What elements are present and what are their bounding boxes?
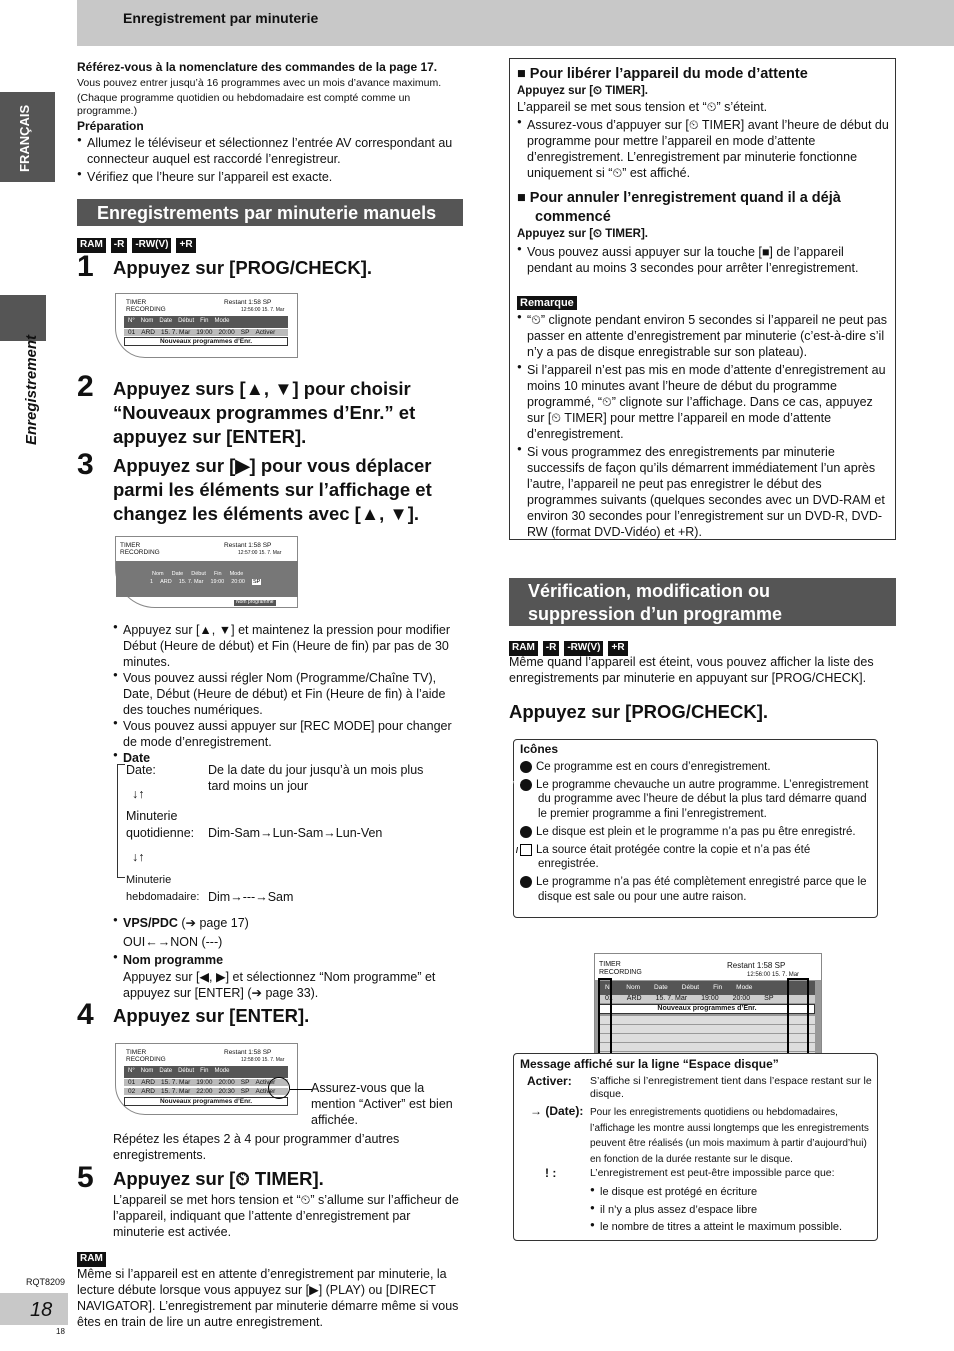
screen-label: Fin [213,571,222,577]
icon-desc: Le programme chevauche un autre programme. L’enregistrement du programme avec l’heure de début la plus tard démarre quand le premier programme a fini l’enregistrement. [536,778,869,821]
screen-label: 15. 7. [261,307,275,313]
arrow-icon: ↓↑ [132,787,145,801]
msg-value: L’enregistrement est peut-être impossible parce que: [590,1167,835,1179]
screen-label: SP [252,579,261,586]
screen-label: Mode [214,318,230,324]
screen-label: Mar [788,972,800,978]
section-header-title: Enregistrement par minuterie [123,10,319,26]
screen-label: Fin [200,1068,209,1074]
screen-label: 19:00 [701,995,719,1002]
bullet-item: ● le nombre de titres a atteint le maximum possible. [590,1219,872,1237]
msg-value: S’affiche si l’enregistrement tient dans l’espace restant sur le disque. [590,1075,872,1101]
message-title: Message affiché sur la ligne “Espace disque” [520,1057,779,1071]
screen-label: Restant [224,542,247,549]
icon-desc: La source était protégée contre la copie et n’a pas été enregistrée. [536,843,811,871]
bullet-item: ● Assurez-vous d’appuyer sur [⏲ TIMER] avant l’heure de début du programme pour mettre l’appareil en mode d’attente d’enregistrement. L’enregistrement par minuterie fonctionne uniquement si “⏲” est affiché. [517,117,889,181]
bullet-heading: ● Date [113,750,463,766]
screen-label: 12:58:00 [241,1057,261,1063]
bullet-item: ● Vous pouvez aussi régler Nom (Programme/Chaîne TV), Date, Début (Heure de début) et Fin (Heure de fin) à l’aide des touches numériques. [113,670,463,718]
msg-key: Activer: [527,1074,572,1088]
liberer-title-text: Pour libérer l’appareil du mode d’attente [529,66,808,82]
screen-label: RECORDING [120,549,160,557]
step-number: 3 [77,448,94,481]
screen-label: 01 [128,1079,136,1086]
step-title: Appuyez sur [⏲ TIMER]. [113,1168,324,1189]
screen-label: N° [128,1068,135,1074]
callout-line [290,1089,312,1090]
manual-section-title: Enregistrements par minuterie manuels [77,199,463,226]
disc-tags [77,235,201,253]
bullet-item: ● Vous pouvez aussi appuyer sur [REC MODE] pour changer de mode d’enregistrement. [113,718,463,750]
icon-column-highlight [598,978,612,1053]
liberer-key: Appuyez sur [⏲ TIMER]. [517,85,649,97]
screen-label: SP [240,329,250,336]
screen-label: 15. 7. [261,1057,275,1063]
tag-plusr: +R [176,238,195,253]
nom-value: Appuyez sur [◀, ▶] et sélectionnez “Nom programme” et appuyez sur [ENTER] (➔ page 33). [123,970,436,1000]
screen-label: TIMER [599,961,621,968]
bullet-item: ● il n’y a plus assez d’espace libre [590,1202,872,1220]
annuler-key: Appuyez sur [⏲ TIMER]. [517,228,649,240]
liberer-text: L’appareil se met sous tension et “⏲” s’éteint. [517,100,768,114]
screen-label: 02 [128,1088,136,1095]
screen-label: 15. 7. Mar [178,579,204,586]
screen-new-program: Nouveaux programmes d’Enr. [124,1097,288,1106]
screen-label: Activer [255,1088,276,1095]
annuler-title [517,189,892,226]
activer-callout: Assurez-vous que la mention “Activer” est bien affichée. [311,1081,453,1127]
remarque-label: Remarque [517,296,577,310]
repeat-note: Répétez les étapes 2 à 4 pour programmer d’autres enregistrements. [113,1132,400,1162]
step-number: 5 [77,1161,94,1194]
screen-label: TIMER [126,299,147,306]
liberer-title [517,65,887,84]
screen-label: SP [262,299,272,306]
screen-label: Date [654,984,668,991]
screen-label: 01 [605,995,613,1002]
section-header-bar [77,0,954,46]
screen-label: ARD [141,1088,155,1095]
screen-new-program: Nouveaux programmes d’Enr. [124,337,288,346]
bullet-item: ● Si vous programmez des enregistrements par minuterie successifs de façon qu’ils démarrent immédiatement l’un après l’autre, l’appareil ne peut pas enregistrer le début des programmes suivants (quelques secondes avec un DVD-RAM et environ 30 secondes pour l’enregistrement sur un DVD-R, DVD-RW (format DVD-Vidéo) et +R). [517,444,892,540]
tag-r: -R [543,641,560,656]
section-side-label: Enregistrement [23,334,40,445]
daily-label: Minuterie [126,809,178,823]
tag-plusr: +R [608,641,627,656]
step-title: Appuyez sur [ENTER]. [113,1005,310,1026]
recording-icon [520,761,532,773]
screen-row [124,329,288,336]
verif-title-line: Vérification, modification ou [528,581,771,601]
screen-label: SP [774,961,786,970]
reference-note: Référez-vous à la nomenclature des commandes de la page 17. [77,60,438,74]
square-icon: ■ [517,66,530,82]
screen-label: Début [178,1068,195,1074]
screen-label: TIMER [120,542,141,549]
step-number: 4 [77,998,94,1031]
screen-label: 12:56:00 [241,307,261,313]
screen-label: SP [240,1079,250,1086]
screen-label: Début [681,984,700,991]
screen-label: ARD [141,1079,155,1086]
screen-label: Activer [255,329,276,336]
screen-label: 15. 7. Mar [160,1088,191,1095]
screen-label: N° [605,984,613,991]
step-title: Appuyez surs [▲, ▼] pour choisir “Nouveaux programmes d’Enr.” et appuyez sur [ENTER]. [113,378,416,448]
tag-rwv: -RW(V) [564,641,603,656]
screen-label: 20:30 [218,1088,235,1095]
screen-label: SP [764,995,774,1002]
vps-heading: VPS/PDC [123,916,178,930]
msg-key: → (Date): [530,1104,584,1118]
space-column-highlight [787,978,809,1053]
verif-text: Même quand l’appareil est éteint, vous pouvez afficher la liste des enregistrements par minuterie en appuyant sur [PROG/CHECK]. [509,655,874,685]
screen-row [599,995,815,1003]
screen-header-row [116,561,298,577]
icon-desc: Ce programme est en cours d’enregistrement. [536,761,771,773]
bullet-item: ● Appuyez sur [▲, ▼] et maintenez la pression pour modifier Début (Heure de début) et Fin (Heure de fin) par pas de 30 minutes. [113,622,463,670]
msg-value: Pour les enregistrements quotidiens ou hebdomadaires, l’affichage les montre aussi longtemps que les enregistrements peuvent être réalisés (un mois maximum à partir d’aujourd’hui) en fonction de la durée restante sur le disque. [590,1107,869,1165]
screen-label: N° [128,318,135,324]
preparation-item: ● Vérifiez que l’heure sur l’appareil est exacte. [77,169,467,185]
overlap-icon: W [520,779,532,791]
preparation-item: ● Allumez le téléviseur et sélectionnez l’entrée AV correspondant au connecteur auquel est raccordé l’enregistreur. [77,135,467,167]
screen-row [124,1088,288,1095]
bullet-item: ● “⏲” clignote pendant environ 5 secondes si l’appareil ne peut pas passer en attente d’enregistrement par minuterie (c’est-à-dire s’il n’y a pas de disque enregistrable sur son plateau). [517,312,892,360]
incomplete-icon: X [520,876,532,888]
screen-row [116,577,298,585]
screen-timer-step1 [115,293,298,358]
screen-label: 12:57:00 [238,550,258,556]
screen-label: Restant [224,299,247,306]
weekly-value: Dim→---→Sam [208,890,294,904]
screen-label: 1:58 [756,961,773,970]
screen-row [124,1079,288,1086]
step-number: 2 [77,370,94,403]
intro-line-1: Vous pouvez entrer jusqu’à 16 programmes avec un mois d’avance maximum. [77,77,442,89]
screen-label: 20:00 [218,329,235,336]
screen-label: Restant [224,1049,247,1056]
step5-text: L’appareil se met hors tension et “⏲” s’allume sur l’afficheur de l’appareil, indiquant que l’attente d’enregistrement par minuterie est activée. [113,1193,459,1239]
screen-label: Fin [713,984,723,991]
screen-nom-programme: Nom programme [236,599,274,605]
screen-label: 15. 7. Mar [160,1079,191,1086]
language-tab [0,92,55,182]
doc-code: RQT8209 [26,1277,66,1287]
verif-title-line: suppression d’un programme [528,604,783,625]
screen-label: 1:58 [248,542,261,549]
screen-label: 1 [150,579,154,586]
screen-label: 22:00 [196,1088,213,1095]
screen-label: ARD [141,329,155,336]
bullet-item: ● Si l’appareil n’est pas mis en mode d’attente d’enregistrement au moins 10 minutes avant l’heure de début du programme programmé, “⏲” clignote sur l’affichage. Dans ce cas, appuyez sur [⏲ TIMER] pour mettre l’appareil en mode d’attente d’enregistrement. [517,362,892,442]
screen-label: Mode [229,571,244,577]
daily-label: quotidienne: [126,826,195,840]
tag-rwv: -RW(V) [132,238,171,253]
screen-label: 01 [128,329,136,336]
screen-label: RECORDING [126,306,166,314]
bullet-item: ● le disque est protégé en écriture [590,1184,872,1202]
screen-label: Début [191,571,206,577]
screen-header-row [124,316,288,328]
ram-note: Même si l’appareil est en attente d’enregistrement par minuterie, la lecture débute lorsque vous appuyez sur [▶] (PLAY) ou [DIRECT NAVIGATOR]. L’enregistrement par minuterie démarre même si vous êtes en train de lire un autre enregistrement. [77,1267,459,1329]
screen-label: Activer [255,1079,276,1086]
icons-title: Icônes [520,742,559,756]
screen-header-row [599,981,815,995]
date-value: De la date du jour jusqu’à un mois plus tard moins un jour [208,763,424,793]
screen-timer-step3 [115,536,298,608]
screen-label: Mode [736,984,753,991]
date-label: Date: [126,763,156,777]
screen-label: TIMER [126,1049,147,1056]
tag-ram: RAM [77,1252,106,1267]
nom-heading: ● Nom programme [113,952,463,968]
intro-line-2: (Chaque programme quotidien ou hebdomadaire est compté comme un programme.) [77,92,411,118]
screen-label: ARD [626,995,642,1002]
icon-desc: Le programme n’a pas été complètement enregistré parce que le disque est sale ou pour une autre raison. [536,876,867,903]
vps-value: OUI←→NON (---) [123,935,223,949]
step-title: Appuyez sur [PROG/CHECK]. [113,257,373,278]
copy-protected-icon: / [520,844,532,856]
screen-label: RECORDING [599,968,642,976]
screen-label: Mode [214,1068,230,1074]
step-title: Appuyez sur [▶] pour vous déplacer parmi les éléments sur l’affichage et changez les éléments avec [▲, ▼]. [113,455,432,525]
screen-label: 15. 7. [258,550,272,556]
arrow-icon: ↓↑ [132,850,145,864]
screen-label: 1:58 [248,299,261,306]
screen-label: Date [171,571,184,577]
daily-value: Dim-Sam→Lun-Sam→Lun-Ven [208,826,383,840]
screen-label: 12:56:00 [747,972,771,978]
screen-new-program: Nouveaux programmes d’Enr. [599,1004,815,1014]
screen-label: Date [159,1068,173,1074]
square-icon: ■ [517,190,530,206]
highlight-circle [268,1077,290,1099]
screen-label: Nom [626,984,641,991]
verif-step-title: Appuyez sur [PROG/CHECK]. [509,701,769,722]
tag-r: -R [111,238,128,253]
screen-label: SP [262,542,272,549]
msg-key: ! : [545,1166,557,1180]
icon-desc: Le disque est plein et le programme n’a pas pu être enregistré. [536,825,856,838]
screen-label: SP [262,1049,272,1056]
screen-label: RECORDING [126,1056,166,1064]
screen-body [116,561,298,597]
screen-label: Restant [727,961,755,970]
cycle-bracket [117,764,125,878]
screen-label: Date [159,318,173,324]
step-number: 1 [77,250,94,283]
screen-label: Mar [275,307,285,313]
screen-label: Mar [275,1057,285,1063]
screen-label: Mar [272,550,282,556]
language-label: FRANÇAIS [17,104,32,172]
tag-ram: RAM [77,238,106,253]
screen-label: 1:58 [248,1049,261,1056]
screen-label: Début [178,318,195,324]
screen-label: ARD [160,579,172,586]
screen-label: 15. 7. Mar [655,995,688,1002]
screen-label: 19:00 [196,329,213,336]
page-number-small: 18 [56,1327,65,1336]
screen-label: 20:00 [732,995,751,1002]
screen-label: Nom [152,571,164,577]
bullet-item: ● Vous pouvez aussi appuyer sur la touche [■] de l’appareil pendant au moins 3 secondes pour arrêter l’enregistrement. [517,244,882,276]
screen-label: Fin [200,318,209,324]
screen-label: 20:00 [218,1079,235,1086]
screen-timer-step4 [115,1043,298,1115]
screen-label: Nom [140,318,154,324]
screen-label: SP [240,1088,250,1095]
screen-label: 15. 7. Mar [160,329,191,336]
screen-header-row [124,1066,288,1078]
annuler-title-text: Pour annuler l’enregistrement quand il a déjà commencé [529,190,841,225]
screen-label: 19:00 [196,1079,213,1086]
page-number: 18 [0,1293,68,1325]
verif-section-title [509,578,896,626]
screen-label: 20:00 [231,579,245,586]
weekly-label: Minuterie [126,874,172,886]
vps-ref: (➔ page 17) [181,916,249,930]
disc-full-icon: F [520,826,532,838]
weekly-label: hebdomadaire: [126,891,200,903]
screen-label: 15. 7. [772,972,788,978]
tag-ram: RAM [509,641,538,656]
preparation-title: Préparation [77,119,144,133]
screen-label: 19:00 [210,579,225,586]
screen-label: Nom [140,1068,154,1074]
